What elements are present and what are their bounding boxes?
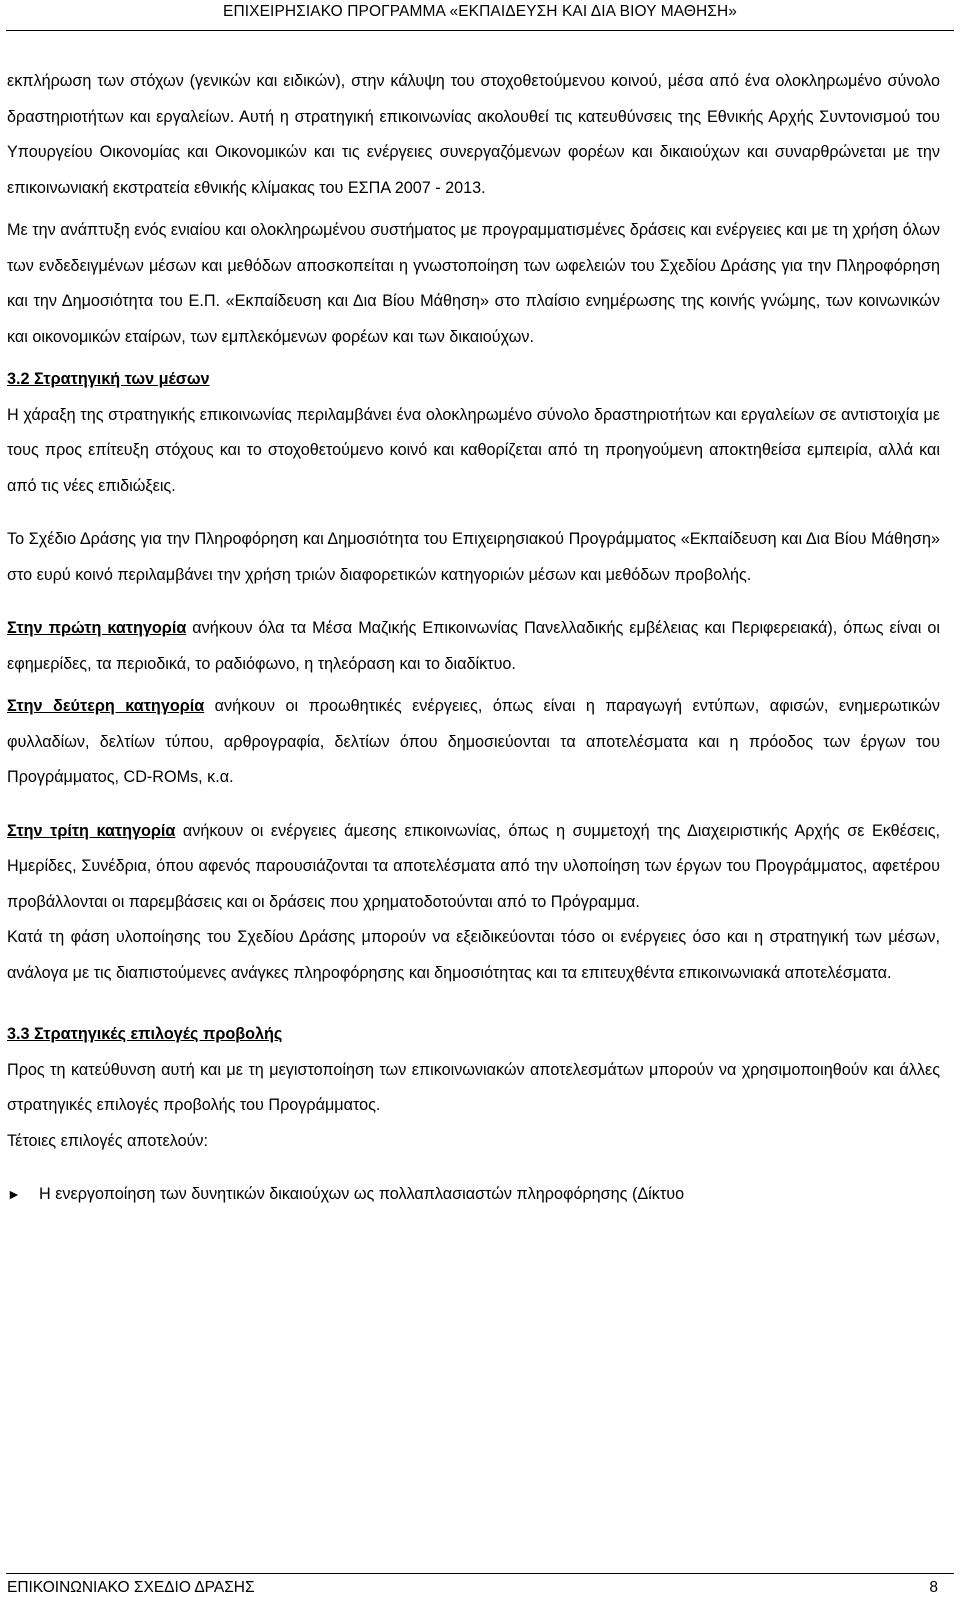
paragraph-category-3 [7, 814, 940, 921]
category-1-text: ανήκουν όλα τα Μέσα Μαζικής Επικοινωνίας Πανελλαδικής εμβέλειας και Περιφερειακά), όπως είναι οι εφημερίδες, τα περιοδικά, το ραδιόφωνο, η τηλεόραση και το διαδίκτυο. [7, 619, 940, 673]
page-footer [0, 1576, 960, 1599]
category-3-label: Στην τρίτη κατηγορία [7, 821, 176, 840]
category-2-text: ανήκουν οι προωθητικές ενέργειες, όπως είναι η παραγωγή εντύπων, αφισών, ενημερωτικών φυλλαδίων, δελτίων τύπου, αρθρογραφία, δελτίων όπου δημοσιεύονται τα αποτελέσματα και η πρόοδος των έργων του Προγράμματος, CD-ROMs, κ.α. [7, 697, 940, 786]
paragraph-system: Με την ανάπτυξη ενός ενιαίου και ολοκληρωμένου συστήματος με προγραμματισμένες δράσεις και ενέργειες και με τη χρήση όλων των ενδεδειγμένων μέσων και μεθόδων αποσκοπείται η γνωστοποίηση των ωφελειών του Σχεδίου Δράσης για την Πληροφόρηση και την Δημοσιότητα του Ε.Π. «Εκπαίδευση και Δια Βίου Μάθηση» στο πλαίσιο ενημέρωσης της κοινής γνώμης, των κοινωνικών και οικονομικών εταίρων, των εμπλεκόμενων φορέων και των δικαιούχων. [7, 221, 940, 346]
page-number: 8 [929, 1579, 938, 1596]
footer-rule [6, 1573, 954, 1574]
page-header [0, 0, 960, 34]
paragraph-action-plan: Το Σχέδιο Δράσης για την Πληροφόρηση και Δημοσιότητα του Επιχειρησιακού Προγράμματος «Εκπαίδευση και Δια Βίου Μάθηση» στο ευρύ κοινό περιλαμβάνει την χρήση τριών διαφορετικών κατηγοριών μέσων και μεθόδων προβολής. [7, 530, 940, 584]
section-heading-3-2: 3.2 Στρατηγική των μέσων [7, 370, 210, 388]
header-rule [6, 30, 954, 31]
bullet-item [7, 1177, 940, 1213]
paragraph-projection-options: Προς τη κατεύθυνση αυτή και με τη μεγιστοποίηση των επικοινωνιακών αποτελεσμάτων μπορούν να χρησιμοποιηθούν και άλλες στρατηγικές επιλογές προβολής του Προγράμματος. [7, 1060, 940, 1114]
bullet-item-text: Η ενεργοποίηση των δυνητικών δικαιούχων ως πολλαπλασιαστών πληροφόρησης (Δίκτυο [39, 1185, 685, 1203]
paragraph-strategy-intro: εκπλήρωση των στόχων (γενικών και ειδικών), στην κάλυψη του στοχοθετούμενου κοινού, μέσα από ένα ολοκληρωμένο σύνολο δραστηριοτήτων και εργαλείων. Αυτή η στρατηγική επικοινωνίας ακολουθεί τις κατευθύνσεις της Εθνικής Αρχής Συντονισμού του Υπουργείου Οικονομίας και Οικονομικών και τις ενέργειες συνεργαζόμενων φορέων και δικαιούχων και συναρθρώνεται με την επικοινωνιακή εκστρατεία εθνικής κλίμακας του ΕΣΠΑ 2007 - 2013. [7, 72, 940, 197]
category-1-label: Στην πρώτη κατηγορία [7, 619, 187, 637]
paragraph-category-2 [7, 689, 940, 796]
section-heading-3-3: 3.3 Στρατηγικές επιλογές προβολής [7, 1025, 283, 1043]
paragraph-implementation-phase: Κατά τη φάση υλοποίησης του Σχεδίου Δράσης μπορούν να εξειδικεύονται τόσο οι ενέργειες όσο και η στρατηγική των μέσων, ανάλογα με τις διαπιστούμενες ανάγκες πληροφόρησης και δημοσιότητας και τα επιτευχθέντα επικοινωνιακά αποτελέσματα. [7, 928, 940, 982]
document-body [7, 64, 940, 1213]
header-title: ΕΠΙΧΕΙΡΗΣΙΑΚΟ ΠΡΟΓΡΑΜΜΑ «ΕΚΠΑΙΔΕΥΣΗ ΚΑΙ ΔΙΑ ΒΙΟΥ ΜΑΘΗΣΗ» [223, 3, 737, 20]
paragraph-options-intro: Τέτοιες επιλογές αποτελούν: [7, 1131, 209, 1150]
category-3-text: ανήκουν οι ενέργειες άμεσης επικοινωνίας, όπως η συμμετοχή της Διαχειριστικής Αρχής σε Εκθέσεις, Ημερίδες, Συνέδρια, όπου αφενός παρουσιάζονται τα αποτελέσματα από την υλοποίηση των έργων του Προγράμματος, αφετέρου προβάλλονται οι παρεμβάσεις και οι δράσεις που χρηματοδοτούνται από το Πρόγραμμα. [7, 821, 940, 911]
paragraph-category-1 [7, 611, 940, 682]
paragraph-media-strategy: Η χάραξη της στρατηγικής επικοινωνίας περιλαμβάνει ένα ολοκληρωμένο σύνολο δραστηριοτήτων και εργαλείων σε αντιστοιχία με τους προς επίτευξη στόχους και το στοχοθετούμενο κοινό και καθορίζεται από τη προηγούμενη αποκτηθείσα εμπειρία, αλλά και από τις νέες επιδιώξεις. [7, 405, 940, 495]
category-2-label: Στην δεύτερη κατηγορία [7, 697, 205, 715]
footer-title: ΕΠΙΚΟΙΝΩΝΙΑΚΟ ΣΧΕΔΙΟ ΔΡΑΣΗΣ [7, 1579, 255, 1596]
bullet-arrow-icon: ► [7, 1186, 21, 1202]
